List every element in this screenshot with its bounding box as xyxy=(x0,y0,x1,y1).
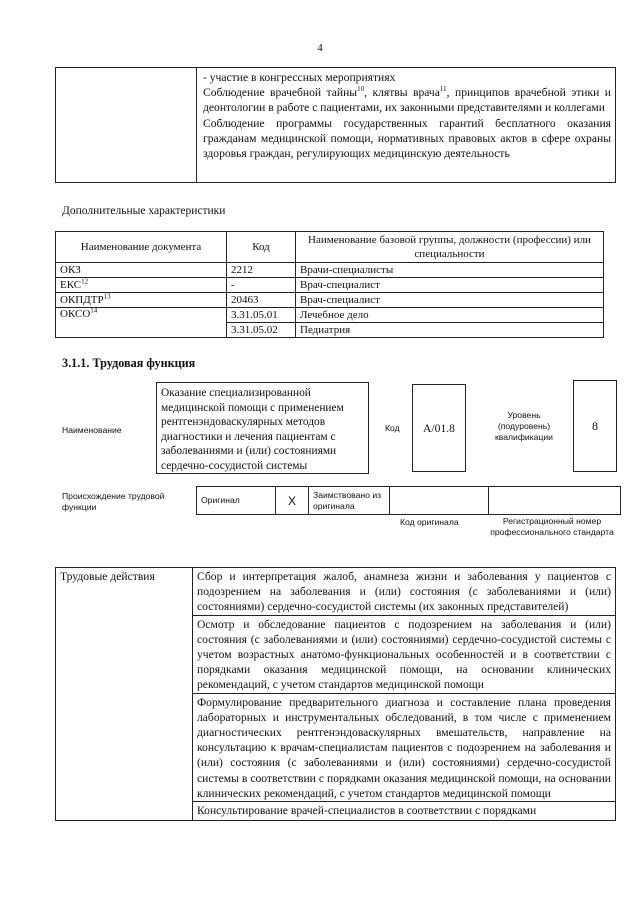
labor-actions-label: Трудовые действия xyxy=(56,568,193,821)
doc-cell xyxy=(56,278,227,293)
code-cell: 20463 xyxy=(227,293,296,308)
group-cell: Врач-специалист xyxy=(296,293,604,308)
origin-table xyxy=(196,486,621,515)
doc-name: ОКЗ xyxy=(60,263,81,276)
reg-number-caption: Регистрационный номер профессионального стандарта xyxy=(490,516,614,537)
footnote-ref: 12 xyxy=(81,276,89,285)
section-title: 3.1.1. Трудовая функция xyxy=(62,356,196,370)
name-label: Наименование xyxy=(62,425,122,435)
doc-cell xyxy=(56,308,227,338)
original-mark-cell: X xyxy=(276,487,309,515)
table-row xyxy=(56,293,604,308)
page-number: 4 xyxy=(317,42,323,54)
continuation-content-cell xyxy=(203,70,611,161)
doc-name: ОКСО xyxy=(60,308,91,320)
doc-cell xyxy=(56,263,227,278)
table-row xyxy=(56,308,604,323)
code-cell: 2212 xyxy=(227,263,296,278)
code-original-cell xyxy=(390,487,489,515)
reg-number-cell xyxy=(489,487,621,515)
footnote-ref: 11 xyxy=(439,85,447,94)
code-cell: 3.31.05.01 xyxy=(227,308,296,323)
continuation-line-3: Соблюдение программы государственных гарантий бесплатного оказания гражданам медицинской помощи, нормативных правовых актов в сфере охраны здоровья граждан, регулирующих медицинскую деятельность xyxy=(203,116,611,161)
table-row xyxy=(56,278,604,293)
header-code: Код xyxy=(227,232,296,263)
qualification-level-box: 8 xyxy=(573,380,617,472)
group-cell: Педиатрия xyxy=(296,323,604,338)
code-cell: 3.31.05.02 xyxy=(227,323,296,338)
header-group-name: Наименование базовой группы, должности (профессии) или специальности xyxy=(296,232,604,263)
additional-characteristics-table xyxy=(55,231,604,338)
labor-action-item: Осмотр и обследование пациентов с подозрением на заболевания и (или) состояния (с заболеваниями и (или) состояниями) сердечно-сосудистой системы с учетом возрастных анатомо-функциональных особенностей и в соответствии с порядками оказания медицинской помощи, на основании клинических рекомендаций, с учетом стандартов медицинской помощи xyxy=(193,615,616,693)
continuation-table xyxy=(55,67,616,183)
doc-cell xyxy=(56,293,227,308)
table-row xyxy=(56,263,604,278)
function-name-box: Оказание специализированной медицинской помощи с применением рентгенэндоваскулярных методов диагностики и лечения пациентам с заболеваниями и (или) состояниями сердечно-сосудистой системы xyxy=(156,382,369,474)
continuation-line-1: - участие в конгрессных мероприятиях xyxy=(203,71,396,84)
text-fragment: , принципов врачебной этики и деонтологии в работе с пациентами, их законными представителями и коллегами xyxy=(203,86,611,115)
doc-name: ЕКС xyxy=(60,278,82,291)
original-label-cell: Оригинал xyxy=(197,487,276,515)
group-cell: Врач-специалист xyxy=(296,278,604,293)
labor-action-item: Консультирование врачей-специалистов в соответствии с порядками xyxy=(193,802,616,821)
footnote-ref: 14 xyxy=(90,306,98,315)
group-cell: Врачи-специалисты xyxy=(296,263,604,278)
code-cell: - xyxy=(227,278,296,293)
text-fragment: , клятвы врача xyxy=(364,86,440,100)
continuation-line-2 xyxy=(203,85,611,115)
footnote-ref: 10 xyxy=(357,85,365,94)
footnote-ref: 13 xyxy=(103,291,111,300)
continuation-label-cell xyxy=(56,68,197,182)
origin-label: Происхождение трудовой функции xyxy=(62,491,165,512)
function-code-box: А/01.8 xyxy=(412,384,466,472)
group-cell: Лечебное дело xyxy=(296,308,604,323)
labor-action-item: Сбор и интерпретация жалоб, анамнеза жизни и заболевания у пациентов с подозрением на заболевания и (или) состояния (с заболеваниями и (или) состояниями) сердечно-сосудистой системы (их законных представителей) xyxy=(193,568,616,616)
table-row xyxy=(56,568,616,616)
labor-actions-table xyxy=(55,567,616,821)
code-original-caption: Код оригинала xyxy=(400,517,459,527)
borrowed-label-cell: Заимствовано из оригинала xyxy=(309,487,390,515)
doc-name: ОКПДТР xyxy=(60,293,104,306)
labor-action-item: Формулирование предварительного диагноза и составление плана проведения лабораторных и инструментальных обследований, в том числе с применением диагностических рентгенэндоваскулярных вмешательств, направление на консультацию к врачам-специалистам пациентов с подозрением на заболевания и (или) состояния (с заболеваниями и (или) состояниями) сердечно-сосудистой системы в соответствии с порядками оказания медицинской помощи, на основании клинических рекомендаций, с учетом стандартов медицинской помощи xyxy=(193,693,616,801)
additional-characteristics-title: Дополнительные характеристики xyxy=(62,205,226,217)
code-label: Код xyxy=(385,423,400,433)
text-fragment: Соблюдение врачебной тайны xyxy=(203,86,358,100)
table-header-row xyxy=(56,232,604,263)
level-label: Уровень (подуровень) квалификации xyxy=(495,410,553,442)
header-document: Наименование документа xyxy=(56,232,227,263)
